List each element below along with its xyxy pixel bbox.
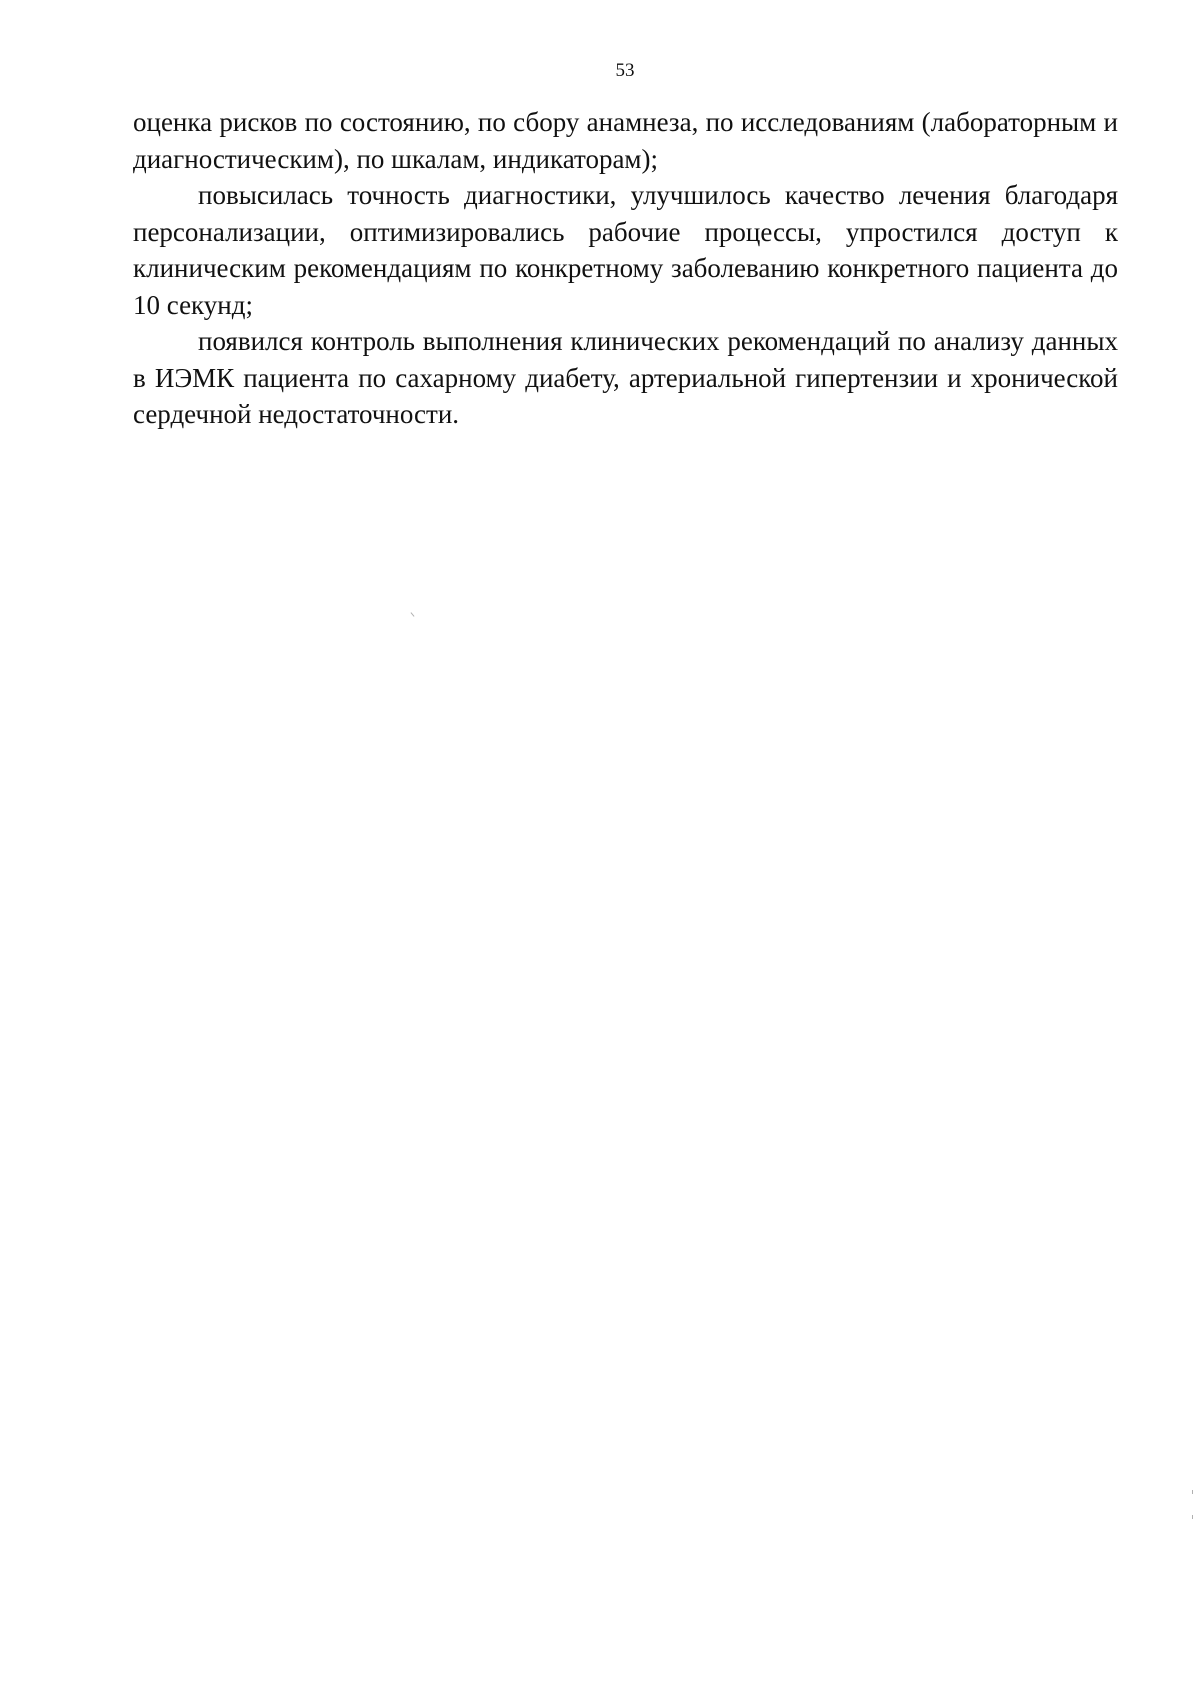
document-body (133, 104, 1118, 433)
page-number: 53 (615, 60, 635, 81)
scan-artifact (411, 612, 415, 616)
scan-artifact (1192, 1490, 1193, 1494)
paragraph-continuation: оценка рисков по состоянию, по сбору анамнеза, по исследованиям (лабораторным и диагностическим), по шкалам, индикаторам); (133, 107, 1118, 174)
paragraph-guidelines-control: появился контроль выполнения клинических рекомендаций по анализу данных в ИЭМК пациента по сахарному диабету, артериальной гипертензии и хронической сердечной недостаточности. (133, 326, 1118, 429)
paragraph-diagnostics-accuracy: повысилась точность диагностики, улучшилось качество лечения благодаря персонализации, оптимизировались рабочие процессы, упростился доступ к клиническим рекомендациям по конкретному заболеванию конкретного пациента до 10 секунд; (133, 180, 1118, 320)
scan-artifact (1192, 1515, 1193, 1519)
